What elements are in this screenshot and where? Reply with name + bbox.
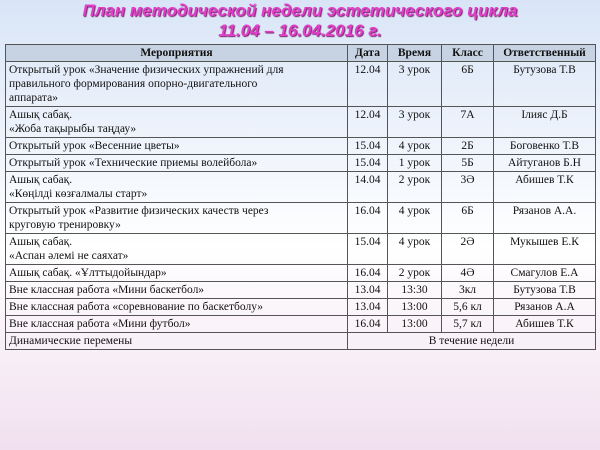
header-event: Мероприятия xyxy=(6,45,348,62)
responsible-cell: Рязанов А.А xyxy=(494,299,596,316)
date-cell: 16.04 xyxy=(348,316,388,333)
event-line: Открытый урок «Весенние цветы» xyxy=(9,140,180,152)
event-line: Ашық сабақ. xyxy=(9,174,73,186)
table-row xyxy=(6,62,596,107)
table-row xyxy=(6,203,596,234)
footer-row xyxy=(6,333,596,350)
event-cell xyxy=(6,234,348,265)
responsible-cell: Боговенко Т.В xyxy=(494,138,596,155)
date-cell: 16.04 xyxy=(348,265,388,282)
time-cell: 4 урок xyxy=(388,138,442,155)
event-line: Открытый урок «Технические приемы волейбола» xyxy=(9,157,258,169)
event-line: «Аспан әлемі не саяхат» xyxy=(9,250,129,262)
class-cell: 2Ә xyxy=(442,234,494,265)
table-row xyxy=(6,265,596,282)
time-cell: 4 урок xyxy=(388,234,442,265)
event-cell xyxy=(6,265,348,282)
event-cell xyxy=(6,203,348,234)
event-line: Вне классная работа «соревнование по баскетболу» xyxy=(9,301,264,313)
responsible-cell: Бутузова Т.В xyxy=(494,62,596,107)
table-row xyxy=(6,172,596,203)
time-cell: 13:00 xyxy=(388,316,442,333)
event-line: Ашық сабақ. «Ұлттыдойындар» xyxy=(9,267,167,279)
date-cell: 13.04 xyxy=(348,299,388,316)
date-cell: 12.04 xyxy=(348,107,388,138)
event-line: «Жоба тақырыбы таңдау» xyxy=(9,123,137,135)
header-responsible: Ответственный xyxy=(494,45,596,62)
table-row xyxy=(6,299,596,316)
date-cell: 13.04 xyxy=(348,282,388,299)
event-cell xyxy=(6,62,348,107)
responsible-cell: Абишев Т.К xyxy=(494,316,596,333)
date-range-title: 11.04 – 16.04.2016 г. xyxy=(218,21,382,40)
time-cell: 13:00 xyxy=(388,299,442,316)
header-date: Дата xyxy=(348,45,388,62)
responsible-cell: Ілияс Д.Б xyxy=(494,107,596,138)
class-cell: 5,7 кл xyxy=(442,316,494,333)
event-cell xyxy=(6,299,348,316)
time-cell: 4 урок xyxy=(388,203,442,234)
event-line: Вне классная работа «Мини баскетбол» xyxy=(9,284,205,296)
schedule-table xyxy=(5,44,596,350)
class-cell: 7А xyxy=(442,107,494,138)
date-cell: 16.04 xyxy=(348,203,388,234)
event-line: правильного формирования опорно-двигательного xyxy=(9,78,258,90)
event-cell xyxy=(6,107,348,138)
event-line: Ашық сабақ. xyxy=(9,109,73,121)
class-cell: 5,6 кл xyxy=(442,299,494,316)
responsible-cell: Смагулов Е.А xyxy=(494,265,596,282)
footer-period: В течение недели xyxy=(348,333,596,350)
footer-event: Динамические перемены xyxy=(6,333,348,350)
time-cell: 2 урок xyxy=(388,172,442,203)
class-cell: 6Б xyxy=(442,203,494,234)
schedule-body xyxy=(6,62,596,333)
page-title: План методической недели эстетического цикла xyxy=(82,1,518,20)
class-cell: 3Ә xyxy=(442,172,494,203)
responsible-cell: Рязанов А.А. xyxy=(494,203,596,234)
header-row xyxy=(6,45,596,62)
event-line: «Көңілді көзғалмалы старт» xyxy=(9,188,148,200)
event-line: Вне классная работа «Мини футбол» xyxy=(9,318,191,330)
event-line: Открытый урок «Значение физических упражнений для xyxy=(9,64,284,76)
class-cell: 2Б xyxy=(442,138,494,155)
header-class: Класс xyxy=(442,45,494,62)
time-cell: 1 урок xyxy=(388,155,442,172)
class-cell: 4Ә xyxy=(442,265,494,282)
date-cell: 14.04 xyxy=(348,172,388,203)
responsible-cell: Бутузова Т.В xyxy=(494,282,596,299)
responsible-cell: Айтуганов Б.Н xyxy=(494,155,596,172)
responsible-cell: Абишев Т.К xyxy=(494,172,596,203)
header-time: Время xyxy=(388,45,442,62)
responsible-cell: Мукышев Е.К xyxy=(494,234,596,265)
date-cell: 15.04 xyxy=(348,234,388,265)
time-cell: 3 урок xyxy=(388,62,442,107)
event-line: аппарата» xyxy=(9,92,58,104)
date-cell: 15.04 xyxy=(348,155,388,172)
table-row xyxy=(6,316,596,333)
table-row xyxy=(6,138,596,155)
time-cell: 3 урок xyxy=(388,107,442,138)
class-cell: 3кл xyxy=(442,282,494,299)
time-cell: 2 урок xyxy=(388,265,442,282)
date-cell: 12.04 xyxy=(348,62,388,107)
event-cell xyxy=(6,316,348,333)
class-cell: 6Б xyxy=(442,62,494,107)
event-line: Ашық сабақ. xyxy=(9,236,73,248)
table-row xyxy=(6,107,596,138)
time-cell: 13:30 xyxy=(388,282,442,299)
event-line: круговую тренировку» xyxy=(9,219,121,231)
event-cell xyxy=(6,282,348,299)
table-row xyxy=(6,282,596,299)
date-cell: 15.04 xyxy=(348,138,388,155)
event-cell xyxy=(6,138,348,155)
table-row xyxy=(6,155,596,172)
event-line: Открытый урок «Развитие физических качеств через xyxy=(9,205,269,217)
event-cell xyxy=(6,172,348,203)
table-row xyxy=(6,234,596,265)
class-cell: 5Б xyxy=(442,155,494,172)
event-cell xyxy=(6,155,348,172)
